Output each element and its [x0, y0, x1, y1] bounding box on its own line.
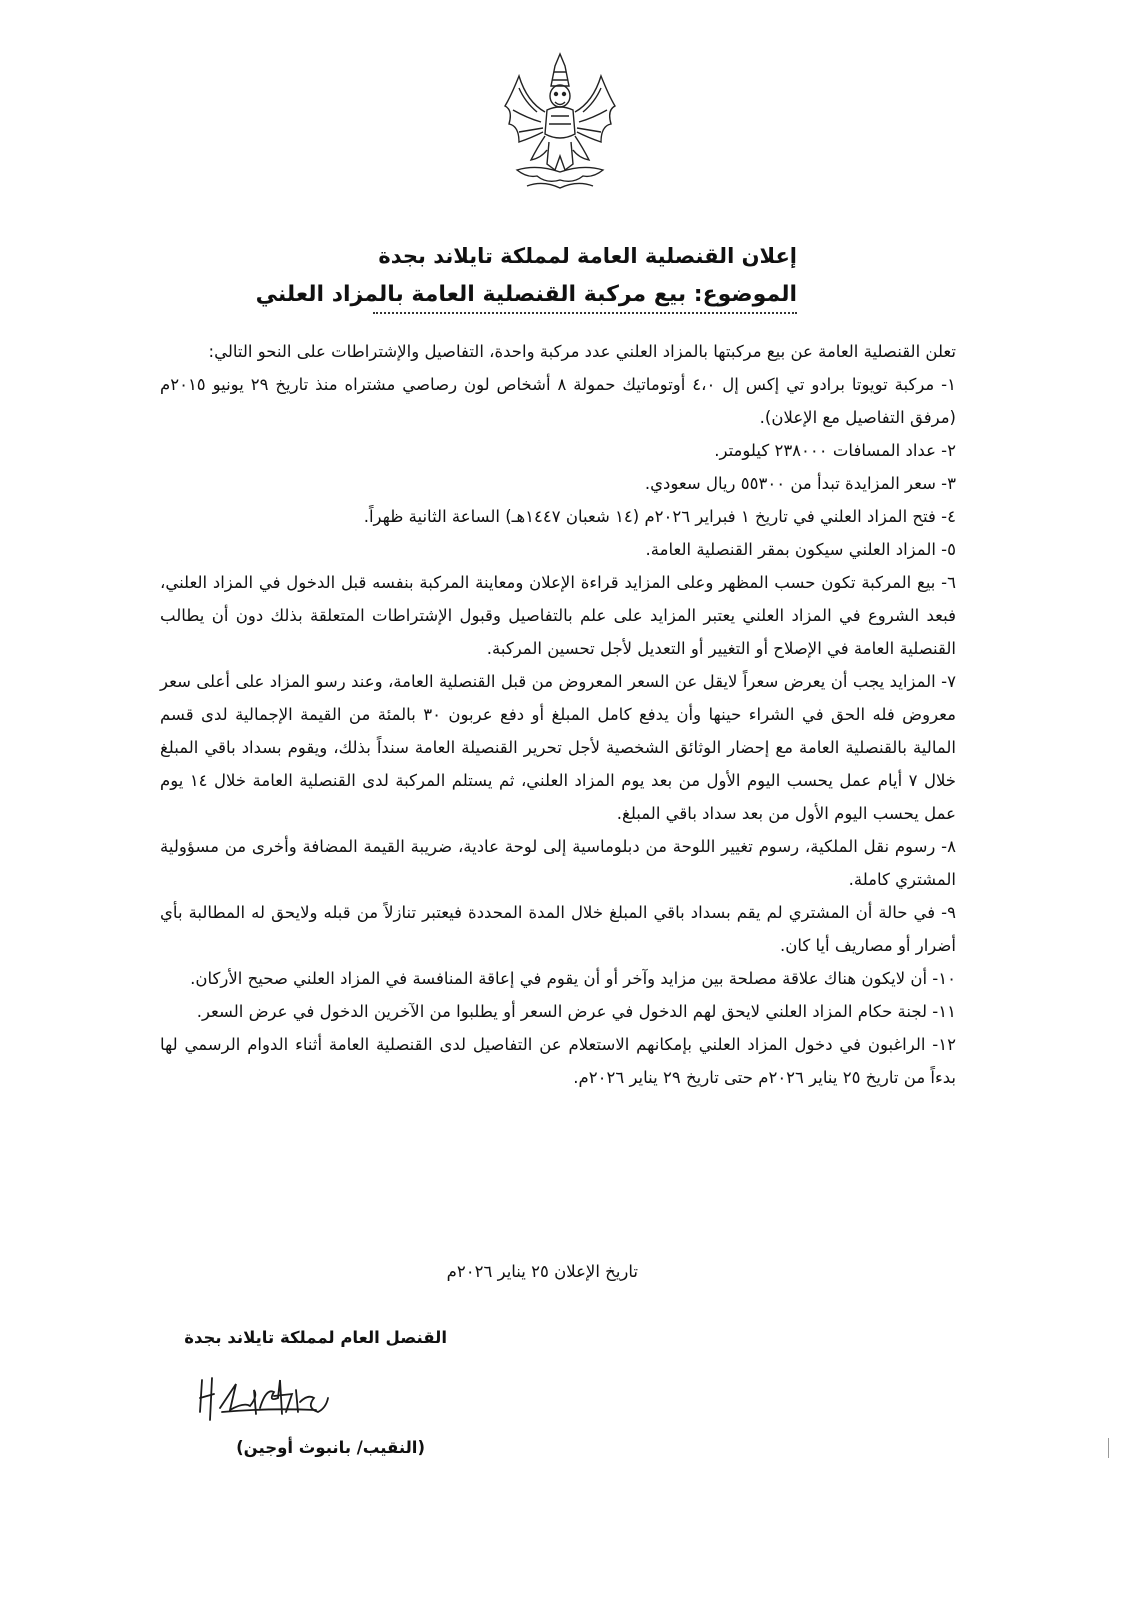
- list-item: ٣- سعر المزايدة تبدأ من ٥٥٣٠٠ ريال سعودي.: [644, 474, 956, 493]
- garuda-emblem-icon: [497, 52, 623, 194]
- announcement-subject: الموضوع: بيع مركبة القنصلية العامة بالمزاد العلني: [255, 282, 797, 307]
- list-item: ٦- بيع المركبة تكون حسب المظهر وعلى المزايد قراءة الإعلان ومعاينة المركبة بنفسه قبل الدخول في المزاد العلني، فبعد الشروع في المزاد العلني يعتبر المزايد على علم بالتفاصيل وقبول الإشتراطات المتعلقة بذلك دون أن يطالب القنصلية العامة في الإصلاح أو التغيير أو التعديل لأجل تحسين المركبة.: [160, 573, 956, 658]
- list-item: ١- مركبة تويوتا برادو تي إكس إل ٤،٠ أوتوماتيك حمولة ٨ أشخاص لون رصاصي مشتراه منذ تاريخ ٢٩ يونيو ٢٠١٥م (مرفق التفاصيل مع الإعلان).: [160, 375, 957, 427]
- list-item: ١١- لجنة حكام المزاد العلني لايحق لهم الدخول في عرض السعر أو يطلبوا من الآخرين الدخول في عرض السعر.: [196, 1002, 956, 1021]
- list-item: ٧- المزايد يجب أن يعرض سعراً لايقل عن السعر المعروض من قبل القنصلية العامة، وعند رسو المزاد على أعلى سعر معروض فله الحق في الشراء حينها وأن يدفع كامل المبلغ أو دفع عربون ٣٠ بالمئة من القيمة الإجمالية لدى قسم المالية بالقنصلية العامة مع إحضار الوثائق الشخصية لأجل تحرير القنصيلة العامة سنداً بذلك، ويقوم بسداد باقي المبلغ خلال ٧ أيام عمل يحسب اليوم الأول من بعد يوم المزاد العلني، ثم يستلم المركبة لدى القنصلية العامة خلال ١٤ يوم عمل يحسب اليوم الأول من بعد سداد باقي المبلغ.: [160, 672, 957, 823]
- announcement-body: [160, 335, 956, 1094]
- announcement-date: تاريخ الإعلان ٢٥ يناير ٢٠٢٦م: [446, 1262, 638, 1281]
- intro-paragraph: تعلن القنصلية العامة عن بيع مركبتها بالمزاد العلني عدد مركبة واحدة، التفاصيل والإشتراطات على النحو التالي:: [208, 342, 956, 361]
- list-item: ٥- المزاد العلني سيكون بمقر القنصلية العامة.: [645, 540, 956, 559]
- list-item: ٢- عداد المسافات ٢٣٨٠٠٠ كيلومتر.: [714, 441, 956, 460]
- handwritten-signature-icon: [196, 1368, 346, 1430]
- list-item: ١٢- الراغبون في دخول المزاد العلني بإمكانهم الاستعلام عن التفاصيل لدى القنصلية العامة أثناء الدوام الرسمي لها بدءاً من تاريخ ٢٥ يناير ٢٠٢٦م حتى تاريخ ٢٩ يناير ٢٠٢٦م.: [160, 1035, 956, 1087]
- list-item: ٤- فتح المزاد العلني في تاريخ ١ فبراير ٢٠٢٦م (١٤ شعبان ١٤٤٧هـ) الساعة الثانية ظهراً.: [363, 507, 956, 526]
- margin-mark: [1108, 1438, 1109, 1458]
- dotted-divider: [373, 312, 797, 314]
- signer-name: (النقيب/ بانبوث أوجين): [236, 1438, 425, 1457]
- list-item: ٩- في حالة أن المشتري لم يقم بسداد باقي المبلغ خلال المدة المحددة فيعتبر تنازلاً من قبله ولايحق له المطالبة بأي أضرار أو مصاريف أيا كان.: [160, 903, 956, 955]
- list-item: ١٠- أن لايكون هناك علاقة مصلحة بين مزايد وآخر أو أن يقوم في إعاقة المنافسة في المزاد العلني صحيح الأركان.: [190, 969, 956, 988]
- signer-title: القنصل العام لمملكة تايلاند بجدة: [184, 1328, 447, 1347]
- list-item: ٨- رسوم نقل الملكية، رسوم تغيير اللوحة من دبلوماسية إلى لوحة عادية، ضريبة القيمة المضافة وأخرى من مسؤولية المشتري كاملة.: [160, 837, 956, 889]
- announcement-title: إعلان القنصلية العامة لمملكة تايلاند بجدة: [378, 244, 797, 268]
